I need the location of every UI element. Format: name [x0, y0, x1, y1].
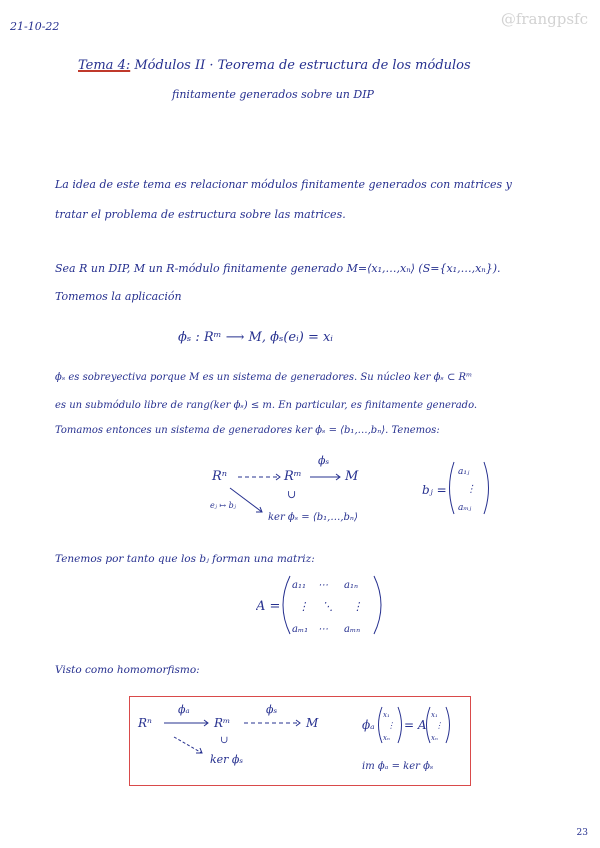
paragraph-surjective-1: ϕₛ es sobreyectiva porque M es un sistema de generadores. Su núcleo ker ϕₛ ⊂ Rᵐ: [55, 372, 473, 383]
matrix-a11: a₁₁: [292, 580, 306, 591]
image-kernel-equation: im ϕₐ = ker ϕₛ: [362, 761, 434, 772]
diagram-homomorphism: [130, 697, 470, 785]
diagram2-phi-s-label: ϕₛ: [266, 703, 278, 716]
paragraph-surjective-2: es un submódulo libre de rang(ker ϕₛ) ≤ m. En particular, es finitamente generado.: [55, 400, 478, 411]
matrix-amn: aₘₙ: [344, 624, 361, 635]
matrix-a-label: A =: [256, 599, 281, 614]
page-number: 23: [576, 828, 588, 838]
diagram1-rn: Rⁿ: [212, 469, 228, 484]
diagram2-phi-a-label: ϕₐ: [178, 703, 190, 716]
bj-left-paren: [450, 462, 455, 514]
matrix-a1n: a₁ₙ: [344, 580, 359, 591]
diagram2-rn: Rⁿ: [138, 716, 152, 730]
title-line-2: finitamente generados sobre un DIP: [172, 88, 374, 101]
diagram2-m: M: [306, 716, 319, 730]
title-tema: Tema 4:: [78, 58, 131, 73]
bj-right-paren: [484, 462, 489, 514]
vec-right-paren-2: [446, 707, 450, 743]
bj-label: bⱼ =: [422, 483, 447, 497]
diagram2-rm: Rᵐ: [214, 716, 231, 730]
paragraph-generators: Tomamos entonces un sistema de generadores ker ϕₛ = ⟨b₁,…,bₙ⟩. Tenemos:: [55, 425, 440, 436]
matrix-a-vdots-right: ⋮: [352, 600, 363, 613]
vec2-vdots: ⋮: [435, 721, 443, 730]
diagram1-phi-label: ϕₛ: [318, 454, 330, 467]
diagram1-subset: ∪: [287, 488, 297, 501]
diagram1-rm: Rᵐ: [284, 469, 302, 484]
vec1-xn: xₙ: [383, 734, 390, 742]
bj-mid: ⋮: [466, 484, 476, 495]
title-line-1: [78, 58, 471, 73]
diagram-kernel: [200, 450, 530, 530]
matrix-a-vdots-left: ⋮: [298, 600, 309, 613]
diagram2-subset: ∪: [220, 735, 229, 746]
diagram2-diag-arrow: [174, 737, 202, 753]
paragraph-map: Tomemos la aplicación: [55, 290, 182, 303]
diagram2-kernel: ker ϕₛ: [210, 753, 244, 766]
bj-bottom: aₘⱼ: [458, 503, 472, 513]
vec2-x1: x₁: [431, 711, 438, 719]
vec2-xn: xₙ: [431, 734, 438, 742]
paragraph-intro-1: La idea de este tema es relacionar módulos finitamente generados con matrices y: [55, 178, 512, 191]
diagram1-kernel: ker ϕₛ = ⟨b₁,…,bₙ⟩: [268, 512, 358, 523]
matrix-am1: aₘ₁: [292, 624, 309, 635]
matrix-a-left-paren: [283, 576, 290, 634]
date: 21-10-22: [10, 20, 60, 33]
paragraph-intro-2: tratar el problema de estructura sobre las matrices.: [55, 208, 346, 221]
matrix-a: [256, 572, 386, 638]
watermark: @frangpsfc: [500, 10, 588, 28]
paragraph-homomorphism: Visto como homomorfismo:: [55, 664, 200, 676]
paragraph-setup: Sea R un DIP, M un R-módulo finitamente generado M=⟨x₁,…,xₙ⟩ (S={x₁,…,xₙ}).: [55, 262, 501, 275]
bj-top: a₁ⱼ: [458, 467, 470, 477]
matrix-a-hdots-bottom: ⋯: [318, 624, 328, 635]
boxed-diagram: [129, 696, 471, 786]
equation-phi: ϕₛ : Rᵐ ⟶ M, ϕₛ(eᵢ) = xᵢ: [178, 330, 333, 345]
vec-left-paren-2: [427, 707, 431, 743]
eq-lambda: = A: [404, 718, 427, 732]
matrix-a-hdots-top: ⋯: [318, 580, 328, 591]
title-topic: Módulos II · Teorema de estructura de los módulos: [134, 58, 471, 73]
diagram1-m: M: [345, 469, 359, 484]
map-lhs-phi: ϕₐ: [362, 718, 375, 732]
matrix-a-ddots: ⋱: [322, 600, 333, 613]
paragraph-matrix: Tenemos por tanto que los bⱼ forman una matriz:: [55, 553, 315, 565]
vec1-x1: x₁: [383, 711, 390, 719]
vec-right-paren-1: [398, 707, 402, 743]
matrix-a-right-paren: [374, 576, 381, 634]
vec-left-paren-1: [379, 707, 383, 743]
vec1-vdots: ⋮: [387, 721, 395, 730]
diagram1-ej-map: eⱼ ↦ bⱼ: [210, 501, 236, 510]
